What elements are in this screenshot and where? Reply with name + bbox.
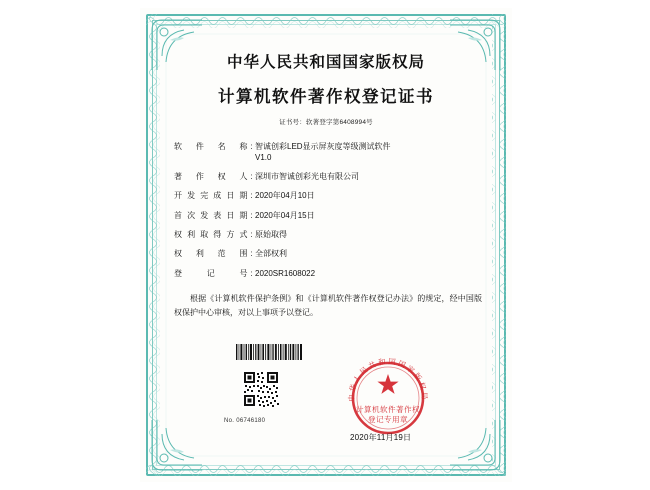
field-label: 权利范围 [174, 249, 248, 259]
field-colon: : [250, 268, 253, 278]
field-value: 2020年04月10日 [255, 191, 315, 201]
barcode-icon [236, 344, 302, 360]
svg-text:中华人民共和国国家版权局: 中华人民共和国国家版权局 [346, 356, 430, 402]
serial-number: No. 06746180 [224, 418, 266, 424]
qr-code-icon [242, 370, 280, 408]
field-value: 原始取得 [255, 229, 287, 239]
certificate-sheet [140, 8, 512, 482]
field-label: 软件名称 [174, 142, 248, 151]
field-colon: : [250, 142, 253, 151]
field-colon: : [250, 172, 253, 182]
page-title: 计算机软件著作权登记证书 [218, 87, 434, 106]
field-value-line2: V1.0 [255, 152, 272, 162]
field-colon: : [250, 249, 253, 259]
field-colon: : [250, 191, 253, 201]
field-label: 开发完成日期 [174, 191, 248, 201]
field-colon: : [250, 210, 253, 220]
field-list [164, 142, 488, 279]
issue-date: 2020年11月19日 [350, 433, 412, 442]
field-label: 权利取得方式 [174, 229, 248, 239]
field-row-registration-number [174, 269, 488, 280]
statement-paragraph: 根据《计算机软件保护条例》和《计算机软件著作权登记办法》的规定，经中国版权保护中心审核，对以上事项予以登记。 [174, 294, 482, 318]
certificate-footer [164, 330, 488, 460]
field-row-software-name [174, 142, 488, 164]
field-value-line1: 智诚创彩LED显示屏灰度等级测试软件 [255, 142, 391, 151]
svg-text:登记专用章: 登记专用章 [368, 415, 408, 424]
certificate-number: 证书号：软著登字第6408994号 [279, 119, 373, 126]
certificate-content [164, 30, 488, 460]
field-row-first-publish-date [174, 211, 488, 222]
field-label: 登记号 [174, 268, 248, 278]
field-row-rights-scope [174, 249, 488, 260]
field-label: 首次发表日期 [174, 210, 248, 220]
field-value: 深圳市智诚创彩光电有限公司 [255, 172, 359, 182]
field-value: 2020SR1608022 [255, 268, 316, 278]
field-value: 全部权利 [255, 249, 287, 259]
field-value: 2020年04月15日 [255, 210, 315, 220]
field-row-development-date [174, 191, 488, 202]
svg-text:计算机软件著作权: 计算机软件著作权 [356, 405, 420, 414]
issuer-title: 中华人民共和国国家版权局 [226, 54, 425, 71]
field-colon: : [250, 229, 253, 239]
field-label: 著作权人 [174, 172, 248, 182]
official-seal-icon [342, 352, 434, 444]
field-row-rights-acquisition [174, 230, 488, 241]
field-row-copyright-owner [174, 172, 488, 183]
field-value [255, 142, 488, 164]
